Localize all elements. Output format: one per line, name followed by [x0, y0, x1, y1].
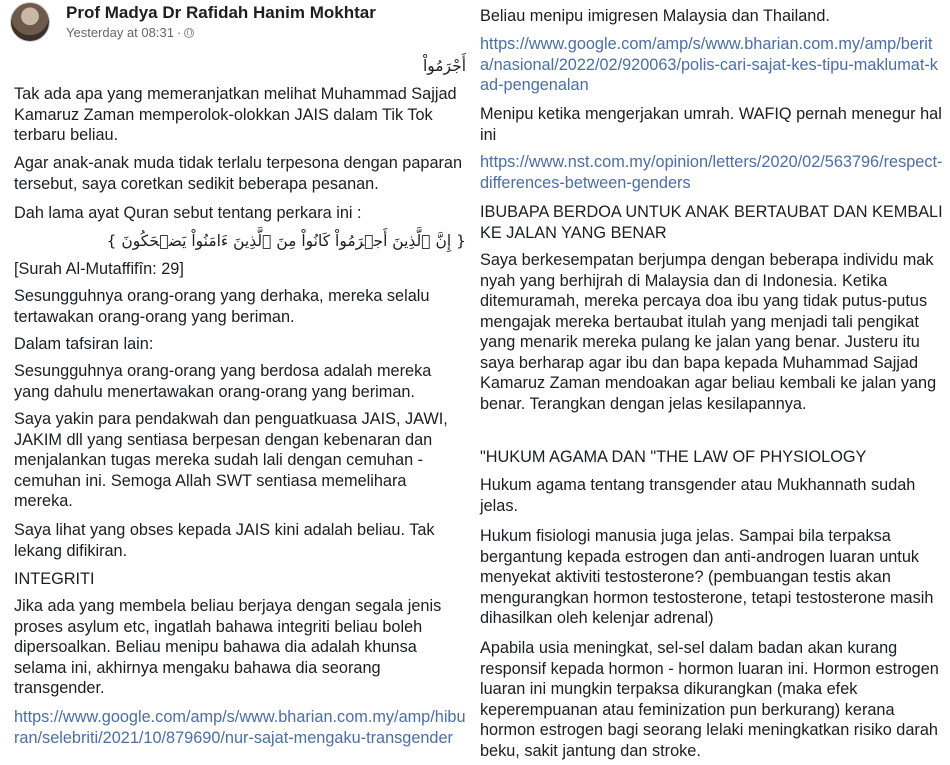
surah-reference: [Surah Al-Mutaffifîn: 29]: [14, 260, 184, 278]
paragraph: Saya yakin para pendakwah dan penguatkuasa JAIS, JAWI, JAKIM dll yang sentiasa berpesan dengan kebenaran dan menjalankan tugas mereka sudah lali dengan cemuhan - cemuhan ini. Semoga Allah SWT sentiasa memelihara mereka.: [14, 410, 448, 510]
article-link[interactable]: https://www.nst.com.my/opinion/letters/2020/02/563796/respect-differences-between-genders: [480, 153, 943, 192]
author-name[interactable]: Prof Madya Dr Rafidah Hanim Mokhtar: [66, 3, 376, 22]
section-heading: IBUBAPA BERDOA UNTUK ANAK BERTAUBAT DAN KEMBALI KE JALAN YANG BENAR: [480, 203, 943, 242]
post-meta: [66, 25, 194, 40]
paragraph: Hukum fisiologi manusia juga jelas. Sampai bila terpaksa bergantung kepada estrogen dan anti-androgen luaran untuk menyekat aktiviti testosterone? (pembuangan testis akan mengurangkan hormon testosterone, tetapi testosterone masih dihasilkan oleh kelenjar adrenal): [480, 527, 934, 627]
paragraph: Dah lama ayat Quran sebut tentang perkara ini :: [14, 204, 362, 222]
paragraph: Dalam tafsiran lain:: [14, 335, 154, 353]
paragraph: Jika ada yang membela beliau berjaya dengan segala jenis proses asylum etc, ingatlah bahawa integriti beliau boleh dipersoalkan. Beliau menipu bahawa dia adalah khunsa selama ini, akhirnya mengaku bahawa dia seorang transgender.: [14, 597, 442, 697]
paragraph: Tak ada apa yang memeranjatkan melihat Muhammad Sajjad Kamaruz Zaman memperolok-olokkan JAIS dalam Tik Tok terbaru beliau.: [14, 85, 457, 144]
post-timestamp[interactable]: Yesterday at 08:31: [66, 25, 174, 40]
paragraph: Apabila usia meningkat, sel-sel dalam badan akan kurang responsif kepada hormon - hormon luaran ini. Hormon estrogen luaran ini mungkin terpaksa dikurangkan (maka efek keperempuanan atau feminization pun berkurang) kerana hormon estrogen bagi seorang lelaki meningkatkan risiko darah beku, sakit jantung dan stroke.: [480, 639, 939, 760]
post-header: [10, 2, 470, 42]
author-avatar[interactable]: [10, 2, 50, 42]
meta-separator: ·: [176, 25, 182, 40]
quran-ayah: { إِنَّ ٱلَّذِينَ أَجۡرَمُواْ كَانُواْ مِنَ ٱلَّذِينَ ءَامَنُواْ يَضۡحَكُونَ }: [106, 232, 466, 250]
paragraph: Sesungguhnya orang-orang yang derhaka, mereka selalu tertawakan orang-orang yang beriman.: [14, 287, 430, 326]
paragraph: Saya berkesempatan berjumpa dengan beberapa individu mak nyah yang berhijrah di Malaysia dan di Indonesia. Ketika ditemuramah, mereka percaya doa ibu yang tidak putus-putus mengajak mereka bertaubat itulah yang menjadi tali pengikat yang menarik mereka pulang ke jalan yang benar. Justeru itu saya berharap agar ibu dan bapa kepada Muhammad Sajjad Kamaruz Zaman mendoakan agar beliau kembali ke jalan yang benar. Terangkan dengan jelas kesilapannya.: [480, 251, 937, 413]
article-link[interactable]: https://www.google.com/amp/s/www.bharian.com.my/amp/berita/nasional/2022/02/920063/polis-cari-sajat-kes-tipu-maklumat-kad-pengenalan: [480, 35, 938, 94]
paragraph: Sesungguhnya orang-orang yang berdosa adalah mereka yang dahulu menertawakan orang-orang yang beriman.: [14, 362, 432, 401]
paragraph: Menipu ketika mengerjakan umrah. WAFIQ pernah menegur hal ini: [480, 105, 942, 144]
article-link[interactable]: https://www.google.com/amp/s/www.bharian.com.my/amp/hiburan/selebriti/2021/10/879690/nur-sajat-mengaku-transgender: [14, 708, 466, 747]
section-heading: INTEGRITI: [14, 570, 95, 588]
paragraph: Beliau menipu imigresen Malaysia dan Thailand.: [480, 7, 830, 25]
section-heading: "HUKUM AGAMA DAN "THE LAW OF PHYSIOLOGY: [480, 448, 867, 466]
paragraph: Saya lihat yang obses kepada JAIS kini adalah beliau. Tak lekang difikiran.: [14, 521, 435, 560]
paragraph: Agar anak-anak muda tidak terlalu terpesona dengan paparan tersebut, saya coretkan sedikit beberapa pesanan.: [14, 154, 463, 193]
globe-icon: [184, 28, 194, 38]
arabic-word: أَجْرَمُواْ: [422, 57, 466, 75]
paragraph: Hukum agama tentang transgender atau Mukhannath sudah jelas.: [480, 476, 916, 515]
